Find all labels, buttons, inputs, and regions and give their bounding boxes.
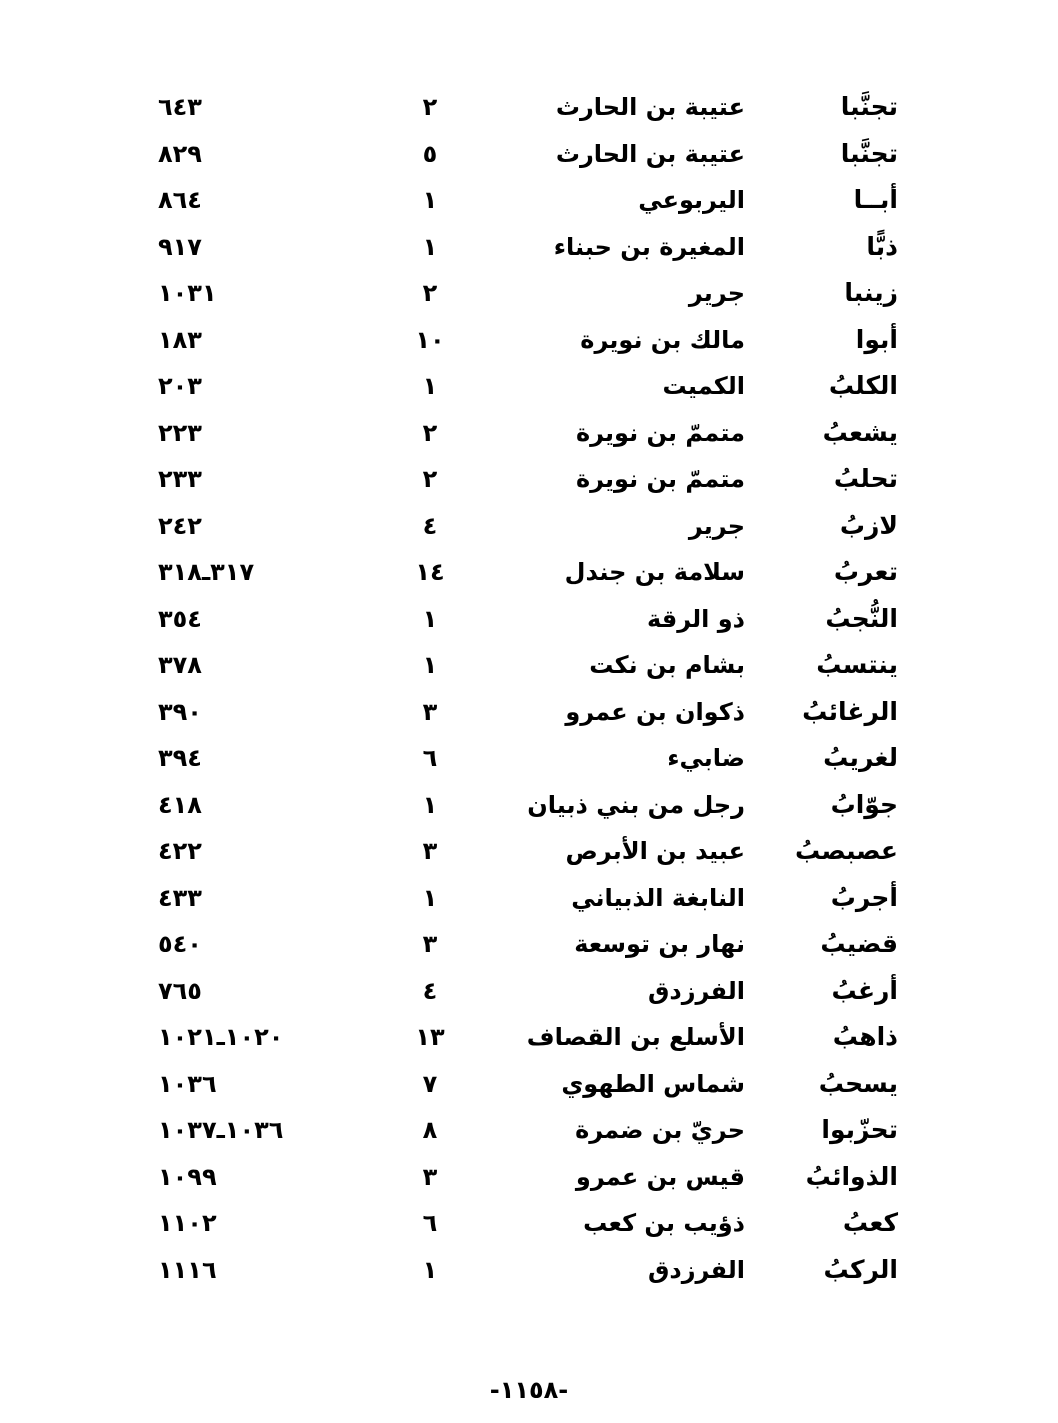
page-reference: ٩١٧ (158, 232, 202, 261)
poet-name: متممّ بن نويرة (575, 465, 745, 493)
rhyme-word: تجنَّبا (840, 138, 898, 168)
verse-count: ١ (422, 1255, 438, 1284)
page-reference: ٢٤٢ (158, 511, 202, 540)
page-reference: ٢٢٣ (158, 418, 202, 447)
verse-count: ٧ (422, 1069, 438, 1098)
rhyme-word: النُّجبُ (825, 603, 898, 633)
rhyme-word: يسحبُ (818, 1068, 898, 1098)
poet-name: عتيبة بن الحارث (555, 93, 745, 121)
page-reference: ٣١٧ـ٣١٨ (158, 558, 255, 586)
rhyme-word: ذبًّا (866, 231, 898, 261)
poet-name: سلامة بن جندل (564, 558, 745, 586)
page-reference: ٨٦٤ (158, 186, 202, 214)
poet-name: اليربوعي (638, 186, 745, 214)
rhyme-word: عصبصبُ (794, 836, 898, 865)
verse-count: ١٣ (415, 1023, 445, 1051)
page-reference: ١٠٣٦ (158, 1069, 217, 1098)
page-reference: ١٨٣ (158, 325, 202, 354)
page-reference: ١٠٢٠ـ١٠٢١ (158, 1023, 284, 1051)
rhyme-word: جوّابُ (830, 789, 898, 819)
poet-name: بشام بن نكت (589, 651, 745, 679)
rhyme-index-table (140, 84, 910, 1293)
table-row (140, 968, 910, 1015)
page-reference: ٢٣٣ (158, 465, 202, 493)
table-row (140, 1154, 910, 1201)
verse-count: ٣ (422, 1162, 438, 1191)
page-reference: ٧٦٥ (158, 976, 202, 1005)
verse-count: ١ (422, 790, 438, 819)
verse-count: ١٠ (415, 325, 445, 354)
rhyme-word: الذوائبُ (805, 1161, 898, 1191)
verse-count: ١ (422, 883, 438, 912)
table-row (140, 177, 910, 224)
poet-name: النابغة الذبياني (571, 883, 745, 912)
table-row (140, 84, 910, 131)
rhyme-word: ينتسبُ (816, 650, 898, 679)
table-row (140, 317, 910, 364)
table-row (140, 1107, 910, 1154)
verse-count: ١ (422, 651, 438, 679)
table-row (140, 1200, 910, 1247)
verse-count: ١ (422, 186, 438, 214)
rhyme-word: يشعبُ (822, 417, 898, 447)
rhyme-word: ذاهبُ (832, 1022, 898, 1051)
page-reference: ١١١٦ (158, 1255, 217, 1284)
verse-count: ٢ (422, 279, 438, 307)
rhyme-word: الرغائبُ (802, 696, 898, 726)
rhyme-word: الركبُ (823, 1254, 898, 1284)
page-reference: ٤١٨ (158, 790, 202, 819)
table-row (140, 596, 910, 643)
table-row (140, 131, 910, 178)
table-row (140, 735, 910, 782)
page-reference: ٤٢٢ (158, 837, 202, 865)
poet-name: ذو الرقة (646, 604, 745, 633)
table-row (140, 363, 910, 410)
verse-count: ١ (422, 372, 438, 400)
poet-name: ذكوان بن عمرو (565, 697, 745, 726)
table-row (140, 270, 910, 317)
poet-name: المغيرة بن حبناء (553, 232, 745, 261)
page-reference: ٦٤٣ (158, 93, 202, 121)
rhyme-word: لغريبُ (823, 743, 898, 772)
rhyme-word: تعربُ (833, 557, 898, 586)
verse-count: ٣ (422, 930, 438, 958)
page-reference: ٨٢٩ (158, 139, 202, 168)
verse-count: ٦ (422, 744, 438, 772)
verse-count: ٤ (422, 976, 438, 1005)
poet-name: جرير (688, 279, 745, 307)
page-reference: ١٠٩٩ (158, 1162, 217, 1191)
rhyme-word: تحزّبوا (821, 1115, 898, 1144)
poet-name: عبيد بن الأبرص (565, 837, 745, 865)
poet-name: جرير (688, 511, 745, 540)
page-reference: ١٠٣٦ـ١٠٣٧ (158, 1116, 284, 1144)
rhyme-word: أبوا (855, 324, 898, 354)
poet-name: قيس بن عمرو (575, 1162, 745, 1191)
poet-name: الكميت (662, 372, 745, 400)
table-row (140, 1014, 910, 1061)
poet-name: مالك بن نويرة (580, 325, 745, 354)
table-row (140, 1061, 910, 1108)
poet-name: عتيبة بن الحارث (555, 139, 745, 168)
table-row (140, 456, 910, 503)
rhyme-word: أجربُ (830, 882, 898, 912)
page-reference: ٣٩٠ (158, 697, 202, 726)
table-row (140, 549, 910, 596)
rhyme-word: لازبُ (839, 510, 898, 540)
table-row (140, 782, 910, 829)
table-row (140, 642, 910, 689)
verse-count: ١ (422, 232, 438, 261)
table-row (140, 828, 910, 875)
verse-count: ٤ (422, 511, 438, 540)
page-reference: ١١٠٢ (158, 1209, 217, 1237)
poet-name: الأسلع بن القصاف (526, 1023, 745, 1051)
poet-name: ذؤيب بن كعب (583, 1209, 745, 1237)
poet-name: نهار بن توسعة (574, 930, 745, 958)
poet-name: حريّ بن ضمرة (575, 1116, 745, 1144)
rhyme-word: الكلبُ (828, 371, 898, 400)
page-reference: ٣٧٨ (158, 651, 202, 679)
rhyme-word: أرغبُ (831, 975, 898, 1005)
page-reference: ٣٥٤ (158, 604, 202, 633)
verse-count: ٨ (422, 1116, 438, 1144)
page-reference: ٥٤٠ (158, 930, 202, 958)
verse-count: ٣ (422, 837, 438, 865)
table-row (140, 875, 910, 922)
table-row (140, 921, 910, 968)
rhyme-word: قضيبُ (820, 929, 898, 958)
rhyme-word: تجنَّبا (840, 92, 898, 121)
poet-name: متممّ بن نويرة (575, 418, 745, 447)
page-reference: ٤٣٣ (158, 883, 202, 912)
rhyme-word: زينبا (844, 278, 898, 307)
table-row (140, 503, 910, 550)
verse-count: ٦ (422, 1209, 438, 1237)
poet-name: رجل من بني ذبيان (527, 790, 745, 819)
poet-name: شماس الطهوي (561, 1069, 745, 1098)
rhyme-word: تحلبُ (833, 464, 898, 493)
verse-count: ٢ (422, 465, 438, 493)
verse-count: ٥ (422, 139, 438, 168)
verse-count: ١ (422, 604, 438, 633)
poet-name: الفرزدق (647, 976, 745, 1005)
rhyme-word: أبــا (853, 185, 898, 214)
verse-count: ١٤ (415, 558, 445, 586)
rhyme-word: كعبُ (842, 1208, 898, 1237)
table-row (140, 689, 910, 736)
table-row (140, 224, 910, 271)
page-number: -١١٥٨- (489, 1376, 569, 1404)
table-row (140, 1247, 910, 1294)
verse-count: ٢ (422, 93, 438, 121)
page-reference: ٣٩٤ (158, 744, 202, 772)
table-row (140, 410, 910, 457)
poet-name: الفرزدق (647, 1255, 745, 1284)
page-reference: ٢٠٣ (158, 372, 202, 400)
poet-name: ضابيء (667, 744, 745, 772)
verse-count: ٢ (422, 418, 438, 447)
verse-count: ٣ (422, 697, 438, 726)
page-reference: ١٠٣١ (158, 279, 217, 307)
